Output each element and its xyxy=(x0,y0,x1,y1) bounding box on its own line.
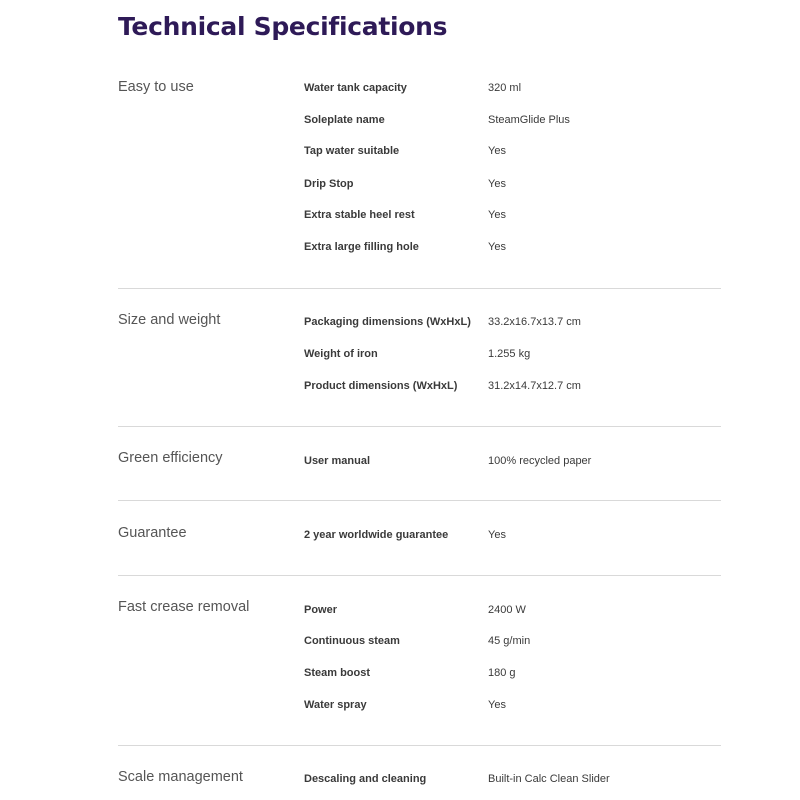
section-title: Green efficiency xyxy=(118,450,223,466)
spec-value: Yes xyxy=(488,178,506,190)
section-title: Scale management xyxy=(118,769,243,785)
spec-value: SteamGlide Plus xyxy=(488,114,570,126)
spec-label: Weight of iron xyxy=(304,348,378,360)
spec-row xyxy=(0,379,800,399)
section-divider xyxy=(118,745,721,746)
spec-row xyxy=(0,113,800,133)
spec-label: Soleplate name xyxy=(304,114,385,126)
section-title: Guarantee xyxy=(118,525,187,541)
spec-row xyxy=(0,81,800,101)
spec-label: Drip Stop xyxy=(304,178,354,190)
spec-label: Power xyxy=(304,604,338,616)
spec-label: Descaling and cleaning xyxy=(304,773,427,785)
spec-row xyxy=(0,240,800,260)
spec-row xyxy=(0,528,800,548)
spec-row xyxy=(0,634,800,654)
spec-value: 100% recycled paper xyxy=(488,455,592,467)
spec-label: Extra large filling hole xyxy=(304,241,419,253)
section-divider xyxy=(118,426,721,427)
spec-label: Steam boost xyxy=(304,667,371,679)
spec-row xyxy=(0,772,800,792)
spec-label: Water tank capacity xyxy=(304,82,407,94)
spec-value: 320 ml xyxy=(488,82,522,94)
spec-value: Yes xyxy=(488,145,506,157)
spec-label: Water spray xyxy=(304,699,367,711)
section-title: Fast crease removal xyxy=(118,599,250,615)
spec-label: Product dimensions (WxHxL) xyxy=(304,380,458,392)
spec-value: Yes xyxy=(488,209,506,221)
spec-value: 2400 W xyxy=(488,604,526,616)
spec-label: Tap water suitable xyxy=(304,145,400,157)
section-divider xyxy=(118,575,721,576)
spec-row xyxy=(0,454,800,474)
spec-value: 1.255 kg xyxy=(488,348,531,360)
spec-label: Extra stable heel rest xyxy=(304,209,415,221)
page-title: Technical Specifications xyxy=(118,12,448,41)
spec-value: Yes xyxy=(488,529,506,541)
spec-value: Built-in Calc Clean Slider xyxy=(488,773,610,785)
spec-value: 31.2x14.7x12.7 cm xyxy=(488,380,581,392)
spec-label: User manual xyxy=(304,455,371,467)
spec-row xyxy=(0,603,800,623)
spec-row xyxy=(0,698,800,718)
spec-value: 33.2x16.7x13.7 cm xyxy=(488,316,581,328)
section-divider xyxy=(118,288,721,289)
spec-row xyxy=(0,144,800,164)
spec-row xyxy=(0,177,800,197)
spec-label: 2 year worldwide guarantee xyxy=(304,529,449,541)
spec-row xyxy=(0,347,800,367)
spec-row xyxy=(0,315,800,335)
spec-row xyxy=(0,208,800,228)
spec-value: Yes xyxy=(488,241,506,253)
section-divider xyxy=(118,500,721,501)
spec-value: 45 g/min xyxy=(488,635,531,647)
section-title: Size and weight xyxy=(118,312,221,328)
spec-row xyxy=(0,666,800,686)
spec-label: Continuous steam xyxy=(304,635,400,647)
spec-value: Yes xyxy=(488,699,506,711)
section-title: Easy to use xyxy=(118,79,194,95)
spec-value: 180 g xyxy=(488,667,516,679)
spec-label: Packaging dimensions (WxHxL) xyxy=(304,316,471,328)
